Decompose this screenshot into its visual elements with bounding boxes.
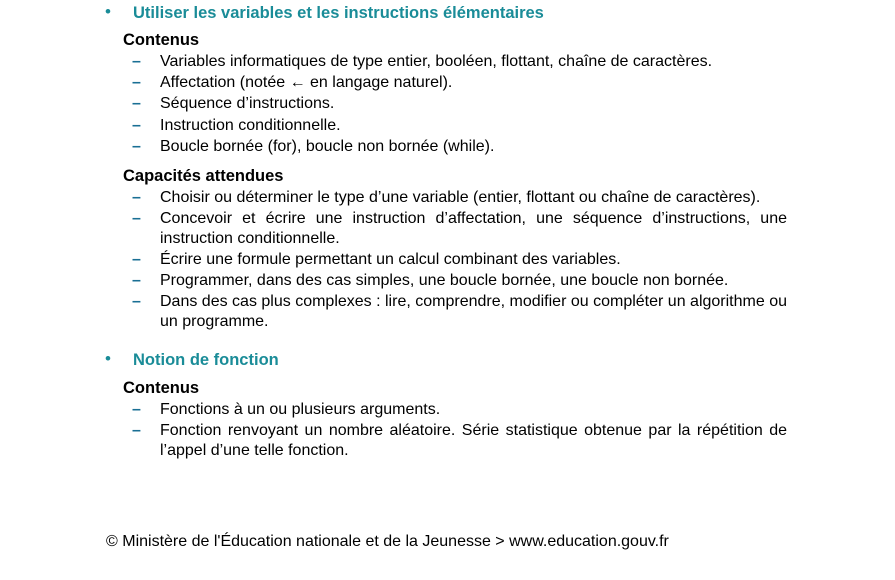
dash-marker: –	[132, 422, 141, 440]
section-bullet: •	[105, 349, 111, 368]
contenus-list	[0, 400, 895, 462]
list-item	[0, 94, 787, 114]
section-variables	[0, 1, 895, 25]
list-item	[0, 292, 787, 331]
section-heading	[0, 1, 895, 25]
list-item-text: Fonctions à un ou plusieurs arguments.	[160, 401, 441, 418]
subheading-contenus: Contenus	[123, 379, 200, 397]
list-item	[0, 209, 787, 248]
dash-marker: –	[132, 53, 141, 70]
list-item-text: Instruction conditionnelle.	[160, 116, 341, 134]
list-item	[0, 73, 787, 93]
section-heading	[0, 348, 895, 372]
list-item-text: Programmer, dans des cas simples, une boucle bornée, une boucle non bornée.	[160, 272, 729, 290]
list-item	[0, 52, 787, 72]
page-footer: © Ministère de l'Éducation nationale et de la Jeunesse > www.education.gouv.fr	[106, 533, 669, 550]
list-item-text: Dans des cas plus complexes : lire, comprendre, modifier ou compléter un algorithme ou un programme.	[160, 293, 787, 330]
list-item	[0, 421, 787, 460]
dash-marker: –	[132, 116, 141, 134]
list-item-text: Boucle bornée (for), boucle non bornée (while).	[160, 137, 495, 155]
dash-marker: –	[132, 293, 141, 311]
list-item	[0, 188, 787, 208]
section-fonction	[0, 348, 895, 372]
section-bullet: •	[105, 2, 111, 21]
section-title: Notion de fonction	[133, 351, 279, 369]
dash-marker: –	[132, 189, 141, 206]
list-item	[0, 137, 787, 157]
subheading-contenus: Contenus	[123, 31, 200, 49]
dash-marker: –	[132, 137, 141, 155]
dash-marker: –	[132, 272, 141, 290]
dash-marker: –	[132, 210, 141, 228]
list-item	[0, 400, 787, 420]
dash-marker: –	[132, 74, 141, 92]
list-item	[0, 271, 787, 291]
list-item	[0, 250, 787, 270]
list-item-text: Concevoir et écrire une instruction d’affectation, une séquence d’instructions, une instruction conditionnelle.	[160, 210, 787, 247]
capacites-list	[0, 188, 895, 333]
list-item-text: Choisir ou déterminer le type d’une variable (entier, flottant ou chaîne de caractères).	[160, 189, 761, 206]
dash-marker: –	[132, 250, 141, 268]
subheading-capacites: Capacités attendues	[123, 167, 284, 185]
list-item	[0, 116, 787, 136]
contenus-list	[0, 52, 895, 158]
list-item-text: Affectation (notée ← en langage naturel).	[160, 74, 453, 92]
dash-marker: –	[132, 95, 141, 113]
dash-marker: –	[132, 401, 141, 418]
section-title: Utiliser les variables et les instructions élémentaires	[133, 4, 544, 22]
list-item-text: Séquence d’instructions.	[160, 95, 335, 113]
list-item-text: Variables informatiques de type entier, booléen, flottant, chaîne de caractères.	[160, 53, 713, 70]
list-item-text: Fonction renvoyant un nombre aléatoire. Série statistique obtenue par la répétition de l’appel d’une telle fonction.	[160, 422, 787, 459]
list-item-text: Écrire une formule permettant un calcul combinant des variables.	[160, 250, 621, 268]
